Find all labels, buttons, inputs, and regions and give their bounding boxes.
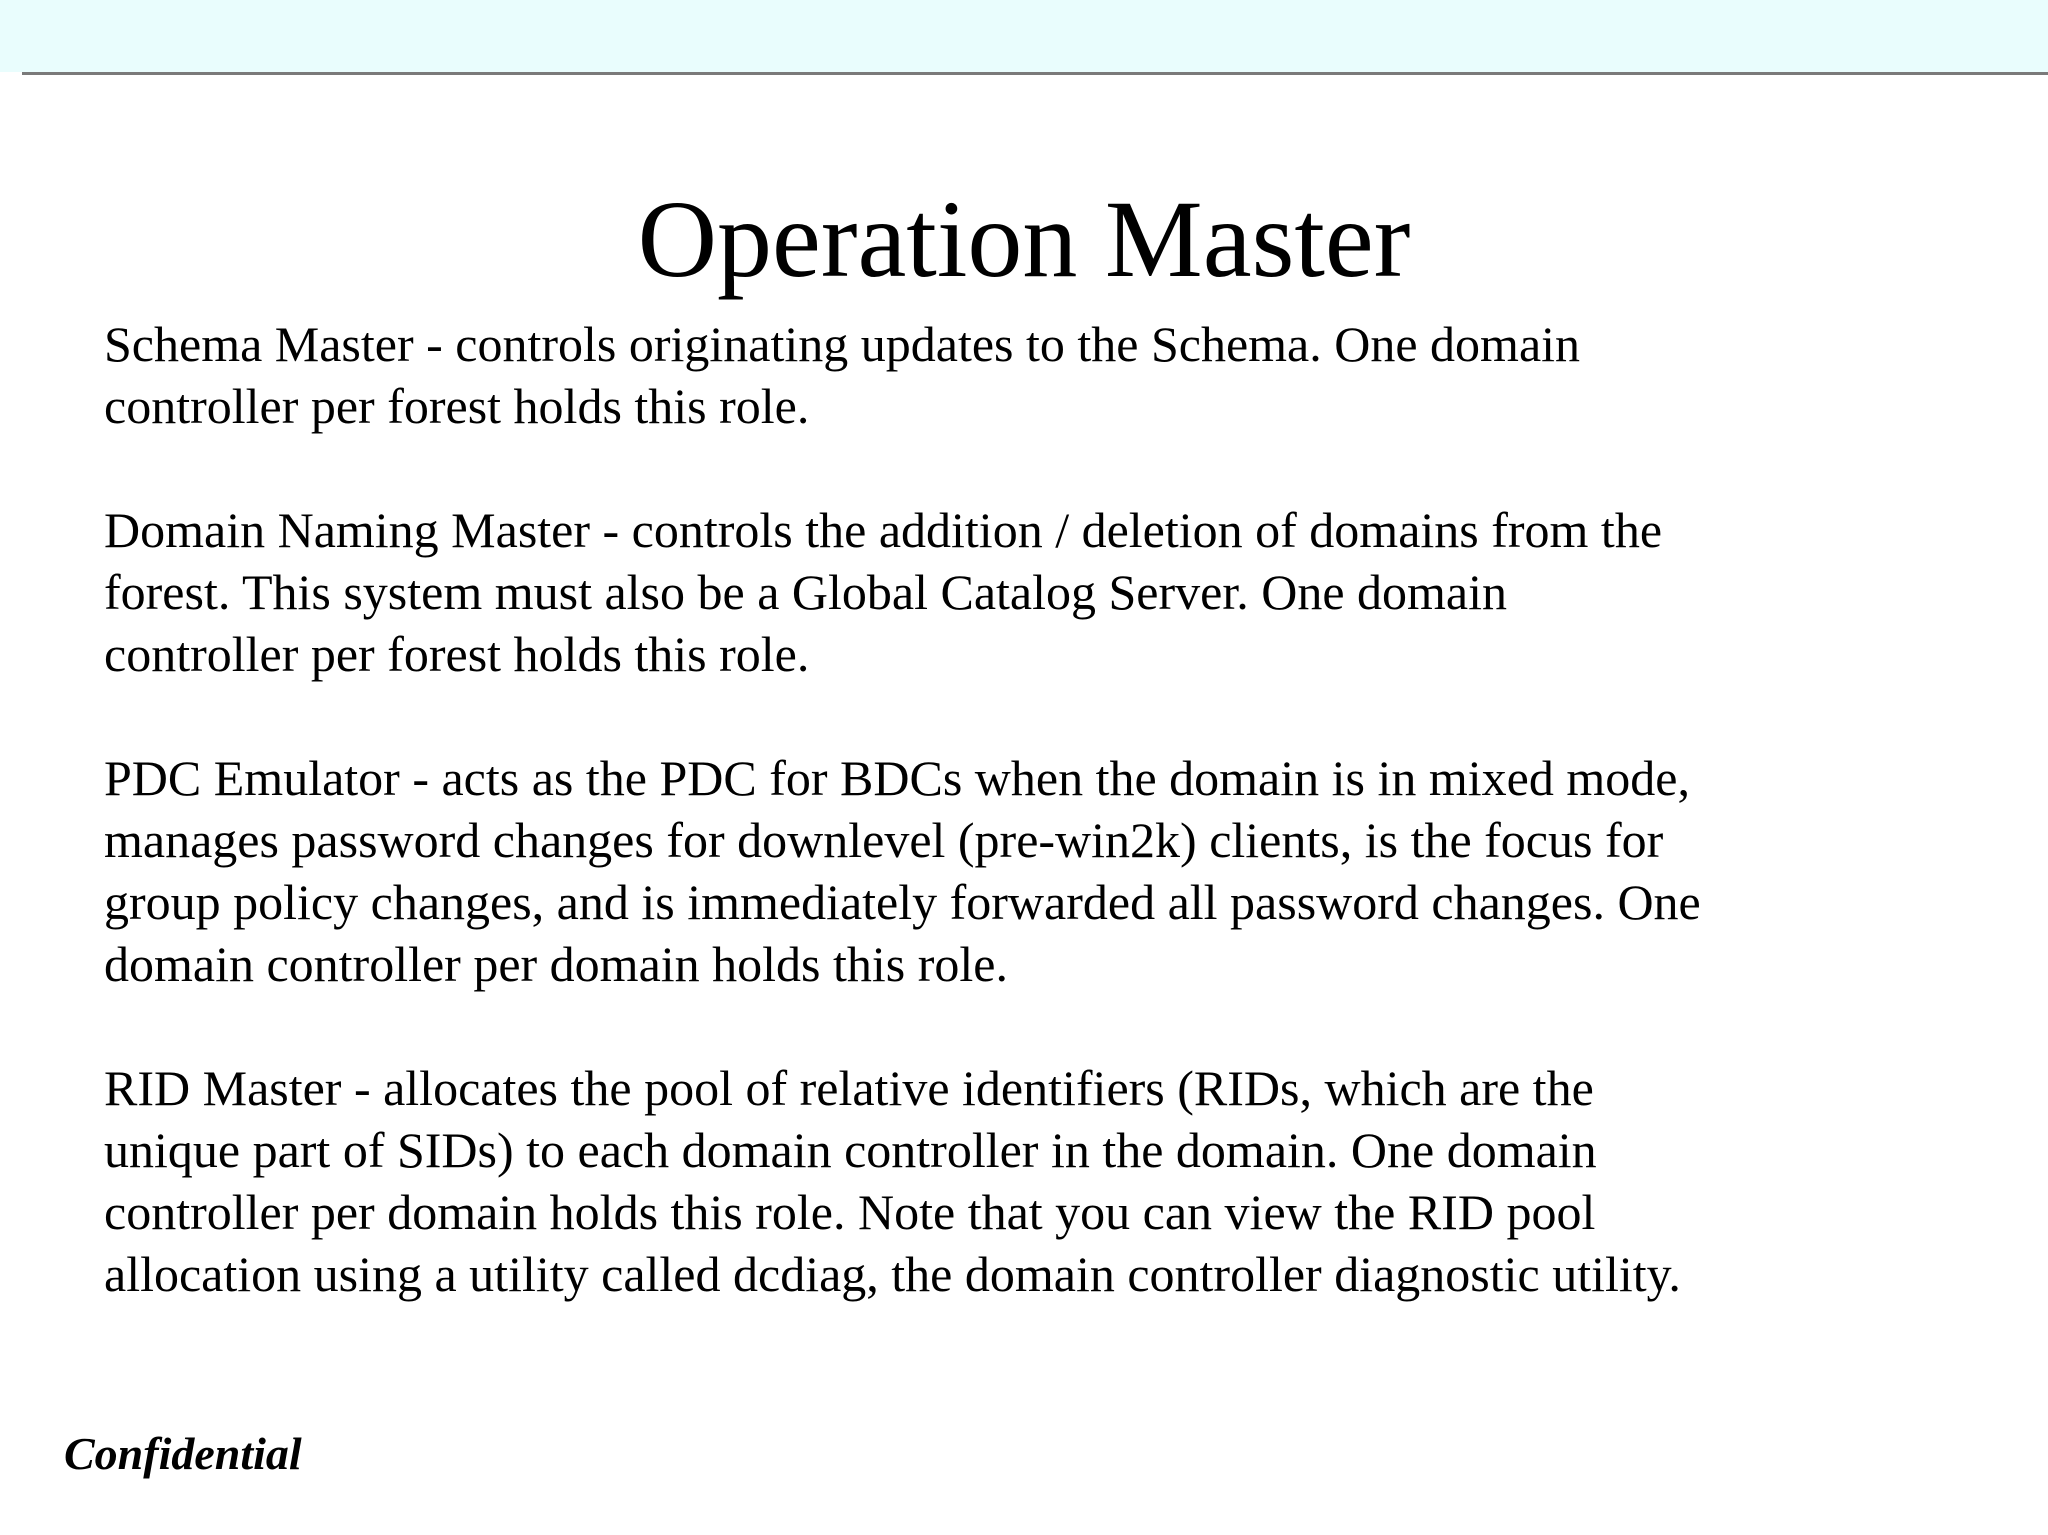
header-divider (22, 72, 2048, 75)
slide-body (104, 313, 1904, 1367)
text-line: group policy changes, and is immediately forwarded all password changes. One (104, 874, 1701, 930)
header-band (0, 0, 2048, 72)
text-line: controller per forest holds this role. (104, 378, 810, 434)
text-line: forest. This system must also be a Global Catalog Server. One domain (104, 564, 1508, 620)
paragraph-domain-naming-master (104, 499, 1904, 685)
text-line: unique part of SIDs) to each domain controller in the domain. One domain (104, 1122, 1597, 1178)
text-line: PDC Emulator - acts as the PDC for BDCs when the domain is in mixed mode, (104, 750, 1690, 806)
text-line: domain controller per domain holds this role. (104, 936, 1008, 992)
text-line: controller per domain holds this role. Note that you can view the RID pool (104, 1184, 1596, 1240)
text-line: RID Master - allocates the pool of relative identifiers (RIDs, which are the (104, 1060, 1594, 1116)
confidential-label: Confidential (64, 1428, 302, 1479)
slide-title: Operation Master (637, 178, 1411, 300)
text-line: Domain Naming Master - controls the addition / deletion of domains from the (104, 502, 1663, 558)
text-line: allocation using a utility called dcdiag, the domain controller diagnostic utility. (104, 1246, 1681, 1302)
text-line: controller per forest holds this role. (104, 626, 810, 682)
paragraph-schema-master (104, 313, 1904, 437)
paragraph-rid-master (104, 1057, 1904, 1305)
text-line: manages password changes for downlevel (pre-win2k) clients, is the focus for (104, 812, 1664, 868)
paragraph-pdc-emulator (104, 747, 1904, 995)
text-line: Schema Master - controls originating updates to the Schema. One domain (104, 316, 1581, 372)
